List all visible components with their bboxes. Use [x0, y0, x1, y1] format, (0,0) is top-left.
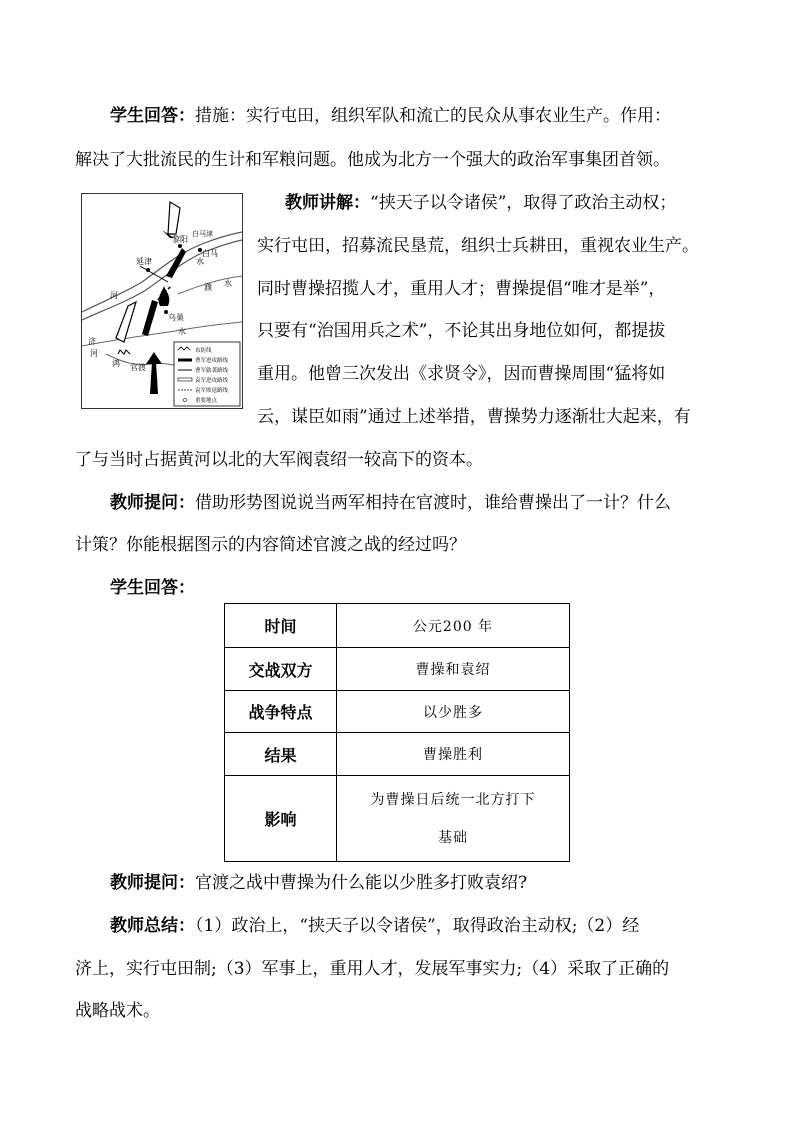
legend-item: 袁军进攻路线	[195, 378, 229, 384]
para2-line2: 实行屯田，招募流民垦荒，组织士兵耕田，重视农业生产。	[257, 236, 699, 256]
table-key: 时间	[225, 604, 337, 648]
legend-item: 重要地点	[195, 398, 218, 404]
legend-item: 袁军败退路线	[195, 388, 229, 394]
student-answer-label: 学生回答：	[110, 106, 195, 126]
para5-text1: 官渡之战中曹操为什么能以少胜多打败袁绍?	[195, 873, 528, 893]
table-value-line: 为曹操日后统一北方打下	[370, 791, 536, 808]
para1-line2: 解决了大批流民的生计和军粮问题。他成为北方一个强大的政治军事集团首领。	[75, 150, 670, 170]
river-label: 济	[88, 337, 96, 346]
table-value: 以少胜多	[337, 691, 570, 733]
teacher-explain-label: 教师讲解：	[285, 193, 370, 213]
river-label: 水	[224, 279, 232, 288]
table-row	[225, 648, 570, 691]
table-row	[225, 604, 570, 648]
yuan-advance-arrow	[116, 302, 136, 342]
para4-line1	[110, 576, 195, 600]
para2-line3: 同时曹操招揽人才，重用人才；曹操提倡“唯才是举”，	[257, 279, 666, 299]
para1-line1	[110, 104, 671, 128]
table-value	[337, 776, 570, 862]
legend-item: 曹军进攻路线	[195, 358, 229, 364]
place-yanjin: 延津	[136, 257, 152, 266]
student-answer-label-2: 学生回答：	[110, 578, 195, 598]
teacher-question-label: 教师提问：	[110, 493, 195, 513]
river-label: 水	[178, 327, 186, 336]
table-value-line: 基础	[438, 829, 468, 846]
legend-yuan-attack-symbol	[178, 378, 192, 381]
cao-advance-arrow	[142, 300, 158, 336]
fire-icon	[159, 286, 170, 306]
para2-line6: 云，谋臣如雨”通过上述举措，曹操势力逐渐壮大起来，有	[257, 407, 691, 427]
place-guandu: 官渡	[130, 363, 146, 372]
battle-situation-map	[81, 193, 243, 409]
table-row	[225, 691, 570, 733]
teacher-summary-label: 教师总结：	[110, 916, 195, 936]
yuan-attack-arrow	[168, 202, 180, 234]
river-label: 水	[150, 373, 158, 382]
defense-line	[118, 350, 130, 354]
para2-line7: 了与当时占据黄河以北的大军阀袁绍一较高下的资本。	[75, 450, 483, 470]
table-value: 曹操和袁绍	[337, 648, 570, 691]
place-baima: 白马	[202, 249, 218, 258]
para6-text1: （1）政治上，“挟天子以令诸侯”，取得政治主动权;（2）经	[195, 916, 640, 936]
para6-line2: 济上，实行屯田制;（3）军事上，重用人才，发展军事实力;（4）采取了正确的	[75, 959, 670, 979]
table-row	[225, 776, 570, 862]
table-key: 战争特点	[225, 691, 337, 733]
para6-line1	[110, 914, 639, 938]
river-label: 鸿	[112, 359, 120, 368]
location-dot	[146, 268, 150, 272]
para1-text1: 措施：实行屯田，组织军队和流亡的民众从事农业生产。作用：	[195, 106, 671, 126]
river-label: 河	[110, 291, 118, 300]
para2-line5: 重用。他曾三次发出《求贤令》，因而曹操周围“猛将如	[257, 364, 666, 384]
para5-line1	[110, 871, 527, 895]
legend-item: 布防线	[195, 348, 212, 354]
para3-line1	[110, 491, 671, 515]
para6-line3: 战略战术。	[75, 1001, 160, 1021]
cao-raid-route	[140, 266, 168, 282]
table-value: 公元200 年	[337, 604, 570, 648]
table-value: 曹操胜利	[337, 733, 570, 776]
para2-line1	[285, 191, 676, 215]
battle-overview-table	[224, 603, 570, 862]
table-key: 交战双方	[225, 648, 337, 691]
yellow-river-bank	[82, 240, 242, 320]
table-key: 影响	[225, 776, 337, 862]
table-key: 结果	[225, 733, 337, 776]
place-baimajin: 白马津	[192, 230, 213, 238]
river-label: 河	[90, 349, 98, 358]
para3-line2: 计策？你能根据图示的内容简述官渡之战的经过吗？	[75, 535, 466, 555]
table-row	[225, 733, 570, 776]
location-dot	[178, 244, 182, 248]
place-liyang: 黎阳	[172, 235, 188, 244]
legend-item: 曹军偷袭路线	[195, 368, 229, 374]
para3-text1: 借助形势图说说当两军相持在官渡时，谁给曹操出了一计？什么	[195, 493, 671, 513]
river-label: 水	[196, 257, 204, 266]
location-dot	[152, 358, 156, 362]
teacher-question-label-2: 教师提问：	[110, 873, 195, 893]
place-wuchao: 乌巢	[168, 313, 184, 322]
para2-line4: 只要有“治国用兵之术”，不论其出身地位如何，都提拔	[257, 321, 666, 341]
para2-text1: “挟天子以令诸侯”，取得了政治主动权；	[370, 193, 677, 213]
river-label: 濮	[204, 283, 212, 292]
